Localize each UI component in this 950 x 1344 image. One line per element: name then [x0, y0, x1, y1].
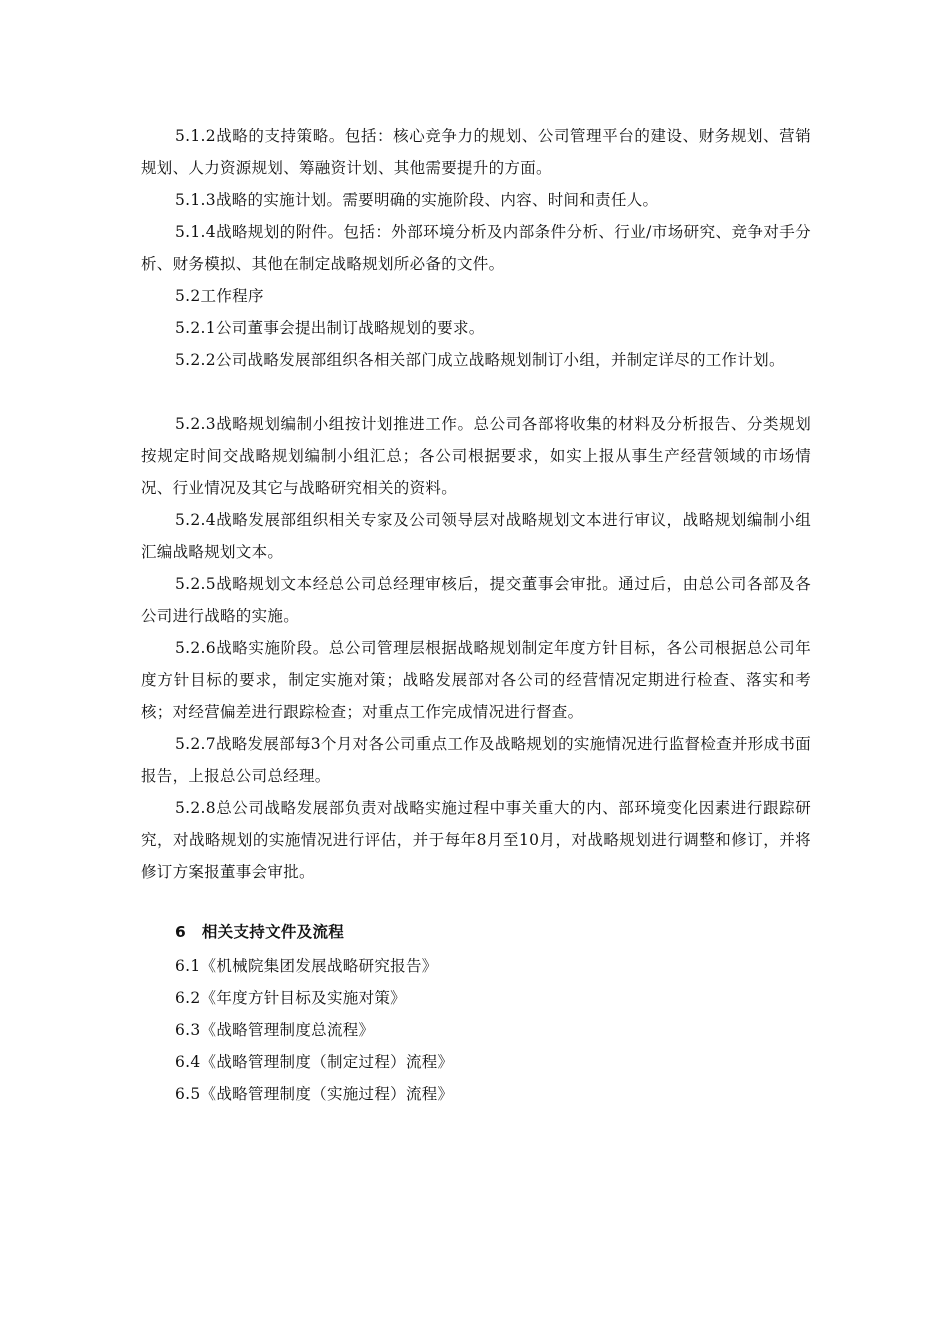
reference-item: 6.4《战略管理制度（制定过程）流程》 [175, 1053, 454, 1071]
paragraph-5-2-4: 5.2.4战略发展部组织相关专家及公司领导层对战略规划文本进行审议，战略规划编制小组汇编战略规划文本。 [141, 511, 811, 561]
section-6-heading: 6 相关支持文件及流程 [175, 923, 345, 941]
paragraph-5-2-2: 5.2.2公司战略发展部组织各相关部门成立战略规划制订小组，并制定详尽的工作计划。 [175, 351, 785, 369]
paragraph-5-2-3: 5.2.3战略规划编制小组按计划推进工作。总公司各部将收集的材料及分析报告、分类规划按规定时间交战略规划编制小组汇总；各公司根据要求，如实上报从事生产经营领域的市场情况、行业情况及其它与战略研究相关的资料。 [141, 415, 811, 497]
paragraph-5-2-1: 5.2.1公司董事会提出制订战略规划的要求。 [175, 319, 485, 337]
reference-item: 6.1《机械院集团发展战略研究报告》 [175, 957, 438, 975]
paragraph-5-2-5: 5.2.5战略规划文本经总公司总经理审核后，提交董事会审批。通过后，由总公司各部及各公司进行战略的实施。 [141, 575, 811, 625]
reference-item: 6.2《年度方针目标及实施对策》 [175, 989, 406, 1007]
paragraph-5-1-2: 5.1.2战略的支持策略。包括：核心竞争力的规划、公司管理平台的建设、财务规划、营销规划、人力资源规划、筹融资计划、其他需要提升的方面。 [141, 127, 811, 177]
reference-item: 6.5《战略管理制度（实施过程）流程》 [175, 1085, 454, 1103]
reference-item: 6.3《战略管理制度总流程》 [175, 1021, 375, 1039]
subheading-5-2: 5.2工作程序 [175, 287, 264, 305]
paragraph-5-2-6: 5.2.6战略实施阶段。总公司管理层根据战略规划制定年度方针目标，各公司根据总公司年度方针目标的要求，制定实施对策；战略发展部对各公司的经营情况定期进行检查、落实和考核；对经营偏差进行跟踪检查；对重点工作完成情况进行督查。 [141, 639, 811, 721]
paragraph-5-1-4: 5.1.4战略规划的附件。包括：外部环境分析及内部条件分析、行业/市场研究、竞争对手分析、财务模拟、其他在制定战略规划所必备的文件。 [141, 223, 811, 273]
paragraph-5-2-7: 5.2.7战略发展部每3个月对各公司重点工作及战略规划的实施情况进行监督检查并形成书面报告，上报总公司总经理。 [141, 735, 811, 785]
paragraph-5-1-3: 5.1.3战略的实施计划。需要明确的实施阶段、内容、时间和责任人。 [175, 191, 659, 209]
paragraph-5-2-8: 5.2.8总公司战略发展部负责对战略实施过程中事关重大的内、部环境变化因素进行跟踪研究，对战略规划的实施情况进行评估，并于每年8月至10月，对战略规划进行调整和修订，并将修订方案报董事会审批。 [141, 799, 811, 881]
